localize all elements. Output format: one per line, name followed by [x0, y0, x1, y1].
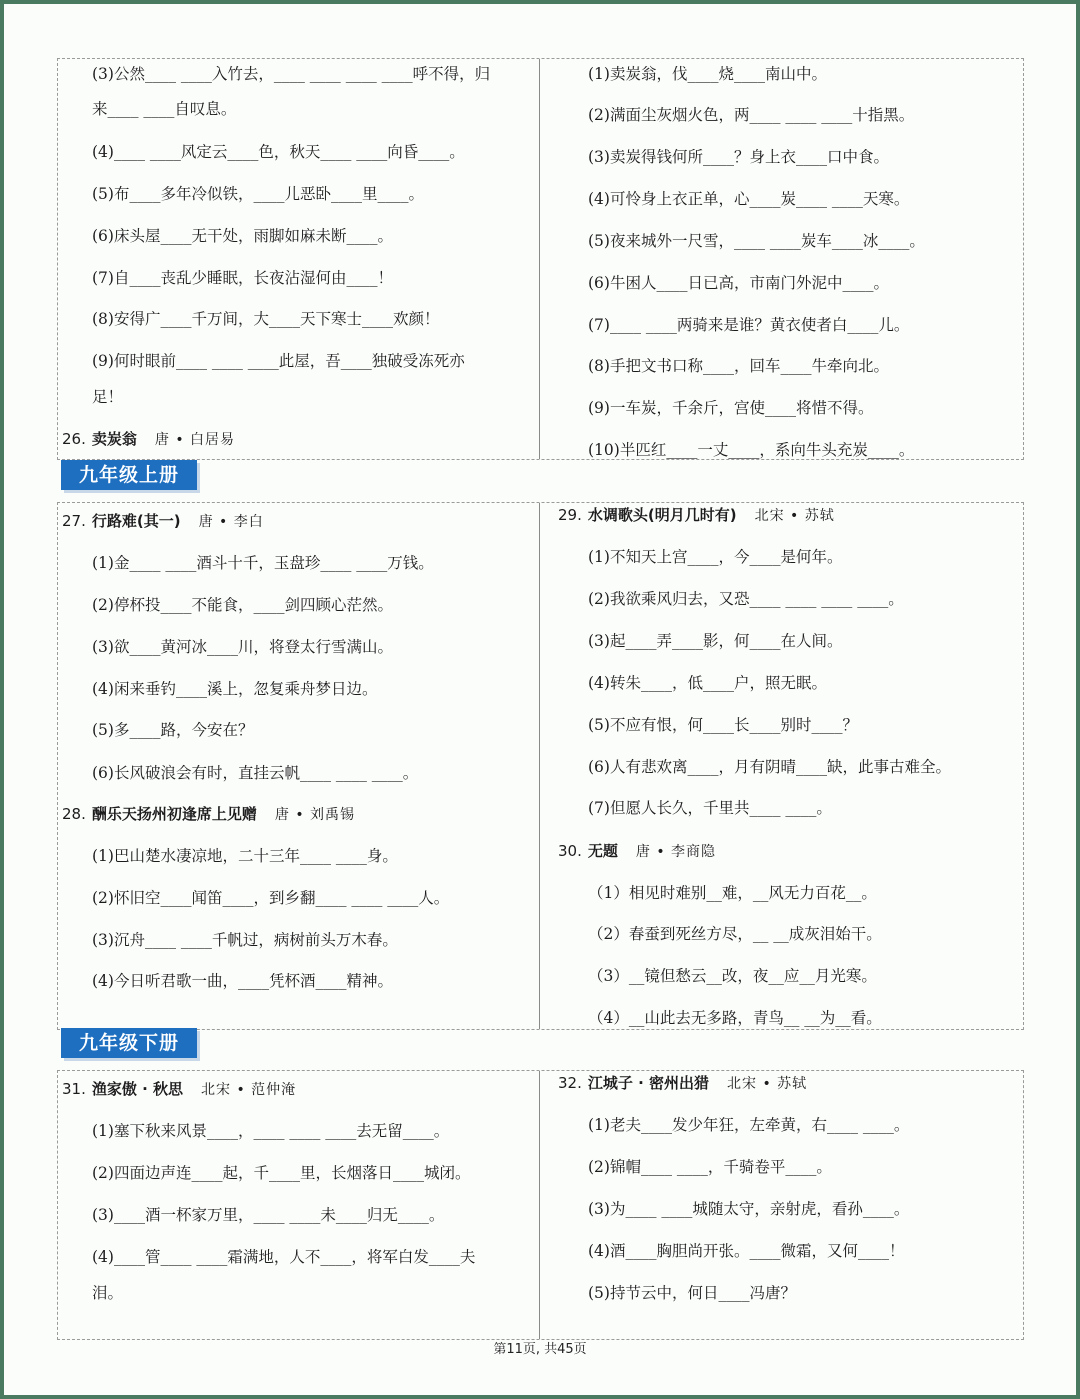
- question-line: (8)手把文书口称____，回车____牛牵向北。: [588, 357, 889, 375]
- poem-number: 27.: [62, 512, 86, 530]
- page-number: 第11页, 共45页: [493, 1342, 587, 1357]
- question-line: 来____ ____自叹息。: [92, 100, 237, 118]
- question-line: （2）春蚕到死丝方尽，__ __成灰泪始干。: [588, 925, 882, 943]
- poem-number: 30.: [558, 842, 582, 860]
- column-right: [539, 59, 1023, 459]
- question-line: (4)闲来垂钓____溪上，忽复乘舟梦日边。: [92, 680, 378, 698]
- question-line: (2)满面尘灰烟火色，两____ ____ ____十指黑。: [588, 106, 915, 124]
- column-right: [539, 1071, 1023, 1339]
- poem-title-30: [558, 841, 716, 862]
- question-line: (2)停杯投____不能食，____剑四顾心茫然。: [92, 596, 393, 614]
- question-line: (5)不应有恨，何____长____别时____？: [588, 716, 858, 734]
- question-line: (4)转朱____，低____户，照无眠。: [588, 674, 827, 692]
- question-line: (1)金____ ____酒斗十千，玉盘珍____ ____万钱。: [92, 554, 434, 572]
- question-line: (5)夜来城外一尺雪，____ ____炭车____冰____。: [588, 232, 925, 250]
- poem-name: 行路难(其一): [91, 512, 181, 530]
- grade-heading-lower: 九年级下册: [61, 1028, 197, 1058]
- poem-title-29: [558, 505, 835, 526]
- poem-number: 28.: [62, 805, 86, 823]
- poem-title-31: [62, 1079, 296, 1100]
- column-left: [58, 503, 539, 1029]
- question-line: (1)老夫____发少年狂，左牵黄，右____ ____。: [588, 1116, 910, 1134]
- question-line: (2)锦帽____ ____，千骑卷平____。: [588, 1158, 832, 1176]
- question-line: (2)怀旧空____闻笛____，到乡翻____ ____ ____人。: [92, 889, 450, 907]
- question-line: (10)半匹红____一丈____，系向牛头充炭____。: [588, 441, 915, 459]
- question-line: (3)卖炭得钱何所____？身上衣____口中食。: [588, 148, 889, 166]
- poem-name: 无题: [587, 842, 618, 860]
- question-line: (1)卖炭翁，伐____烧____南山中。: [588, 65, 827, 83]
- question-line: (7)____ ____两骑来是谁？黄衣使者白____儿。: [588, 316, 910, 334]
- question-line: (4)今日听君歌一曲，____凭杯酒____精神。: [92, 972, 393, 990]
- poem-number: 32.: [558, 1074, 582, 1092]
- question-line: (4)____管____ ____霜满地，人不____，将军白发____夫: [92, 1248, 476, 1266]
- column-right: [539, 503, 1023, 1029]
- poem-number: 31.: [62, 1080, 86, 1098]
- question-line: (1)塞下秋来风景____，____ ____ ____去无留____。: [92, 1122, 450, 1140]
- question-line: (7)自____丧乱少睡眠，长夜沾湿何由____！: [92, 269, 393, 287]
- question-line: (8)安得广____千万间，大____天下寒士____欢颜！: [92, 310, 440, 328]
- poem-title-28: [62, 804, 355, 825]
- poem-title-26: [62, 429, 235, 450]
- poem-title-32: [558, 1073, 807, 1094]
- question-line: （3）__镜但愁云__改，夜__应__月光寒。: [588, 967, 877, 985]
- question-line: (9)何时眼前____ ____ ____此屋，吾____独破受冻死亦: [92, 352, 465, 370]
- question-line: 泪。: [92, 1284, 124, 1302]
- poem-title-27: [62, 511, 264, 532]
- question-line: (1)不知天上宫____，今____是何年。: [588, 548, 843, 566]
- question-line: （4）__山此去无多路，青鸟__ __为__看。: [588, 1009, 882, 1027]
- question-line: (5)多____路，今安在？: [92, 721, 254, 739]
- question-line: (3)为____ ____城随太守，亲射虎，看孙____。: [588, 1200, 910, 1218]
- poem-number: 26.: [62, 430, 86, 448]
- poem-name: 酬乐天扬州初逢席上见赠: [91, 805, 257, 823]
- poem-name: 卖炭翁: [91, 430, 137, 448]
- question-line: (6)牛困人____日已高，市南门外泥中____。: [588, 274, 889, 292]
- poem-author: 唐 • 李白: [198, 514, 264, 530]
- question-line: (6)长风破浪会有时，直挂云帆____ ____ ____。: [92, 764, 419, 782]
- question-line: (3)公然____ ____入竹去，____ ____ ____ ____呼不得，归: [92, 65, 491, 83]
- question-line: （1）相见时难别__难，__风无力百花__。: [588, 884, 877, 902]
- poem-author: 北宋 • 苏轼: [754, 508, 835, 524]
- question-line: (5)持节云中，何日____冯唐？: [588, 1284, 796, 1302]
- poem-author: 唐 • 白居易: [154, 432, 236, 448]
- section-box-3: [57, 1070, 1024, 1340]
- poem-author: 唐 • 李商隐: [635, 844, 717, 860]
- section-box-1: [57, 58, 1024, 460]
- question-line: (6)床头屋____无干处，雨脚如麻未断____。: [92, 227, 393, 245]
- poem-number: 29.: [558, 506, 582, 524]
- column-left: [58, 59, 539, 459]
- question-line: (3)沉舟____ ____千帆过，病树前头万木春。: [92, 931, 398, 949]
- section-box-2: [57, 502, 1024, 1030]
- question-line: (3)____酒一杯家万里，____ ____未____归无____。: [92, 1206, 445, 1224]
- question-line: (5)布____多年冷似铁，____儿恶卧____里____。: [92, 185, 424, 203]
- column-left: [58, 1071, 539, 1339]
- question-line: (7)但愿人长久，千里共____ ____。: [588, 799, 832, 817]
- poem-author: 唐 • 刘禹锡: [274, 807, 356, 823]
- question-line: (4)____ ____风定云____色，秋天____ ____向昏____。: [92, 143, 465, 161]
- question-line: 足！: [92, 388, 124, 406]
- question-line: (1)巴山楚水凄凉地，二十三年____ ____身。: [92, 847, 398, 865]
- question-line: (4)酒____胸胆尚开张。____微霜，又何____！: [588, 1242, 905, 1260]
- question-line: (4)可怜身上衣正单，心____炭____ ____天寒。: [588, 190, 910, 208]
- poem-author: 北宋 • 范仲淹: [201, 1082, 297, 1098]
- grade-heading-upper: 九年级上册: [61, 460, 197, 490]
- question-line: (6)人有悲欢离____，月有阴晴____缺，此事古难全。: [588, 758, 951, 776]
- poem-author: 北宋 • 苏轼: [727, 1076, 808, 1092]
- question-line: (3)起____弄____影，何____在人间。: [588, 632, 843, 650]
- question-line: (2)我欲乘风归去，又恐____ ____ ____ ____。: [588, 590, 904, 608]
- poem-name: 渔家傲 · 秋思: [91, 1080, 184, 1098]
- question-line: (2)四面边声连____起，千____里，长烟落日____城闭。: [92, 1164, 471, 1182]
- question-line: (3)欲____黄河冰____川，将登太行雪满山。: [92, 638, 393, 656]
- poem-name: 江城子 · 密州出猎: [587, 1074, 710, 1092]
- poem-name: 水调歌头(明月几时有): [587, 506, 737, 524]
- question-line: (9)一车炭，千余斤，宫使____将惜不得。: [588, 399, 874, 417]
